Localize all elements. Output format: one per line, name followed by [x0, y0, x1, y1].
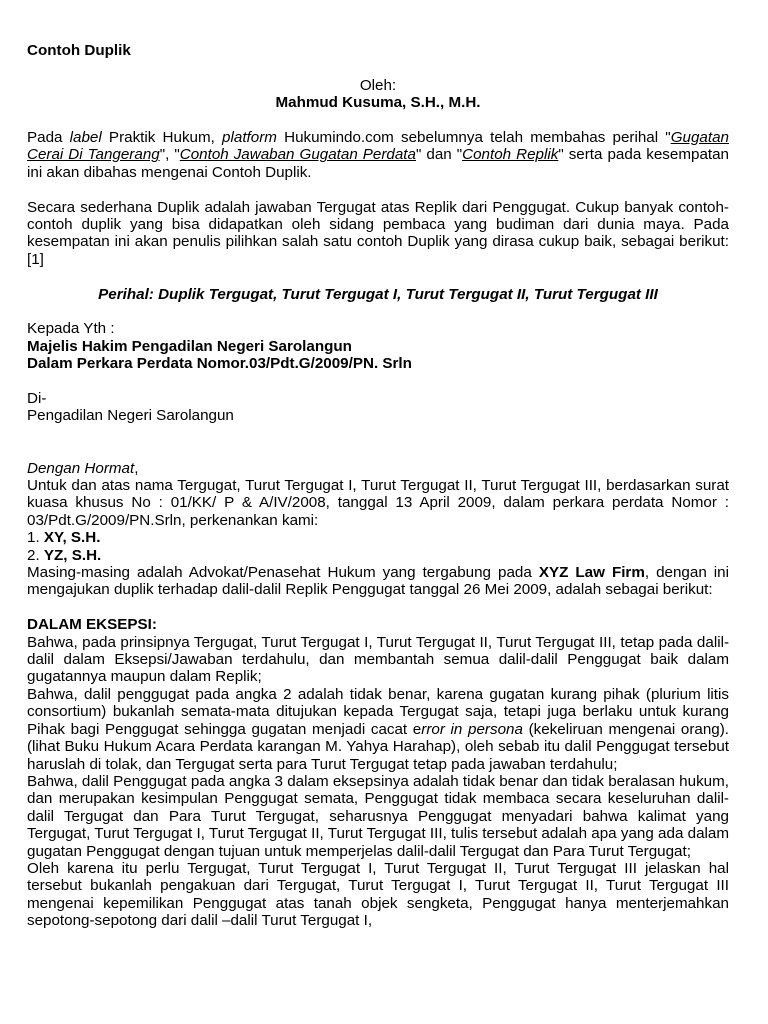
link-gugatan-cerai[interactable]: Gugatan Cerai Di Tangerang — [27, 129, 729, 164]
addressee-court: Majelis Hakim Pengadilan Negeri Sarolangun — [27, 337, 352, 355]
lawyer-item: 1. XY, S.H. — [27, 529, 101, 547]
addressee-case: Dalam Perkara Perdata Nomor.03/Pdt.G/2009/PN. Srln — [27, 355, 412, 373]
perihal-heading: Perihal: Duplik Tergugat, Turut Tergugat I, Turut Tergugat II, Turut Tergugat III — [98, 285, 658, 303]
advocates-paragraph: Masing-masing adalah Advokat/Penasehat Hukum yang tergabung pada XYZ Law Firm, dengan ini mengajukan duplik terhadap dalil-dalil Replik Penggugat tanggal 26 Mei 2009, adalah sebagai berikut: — [27, 564, 729, 599]
greeting: Dengan Hormat, — [27, 459, 139, 477]
document-title: Contoh Duplik — [27, 42, 131, 59]
intro-paragraph: Pada label Praktik Hukum, platform Hukumindo.com sebelumnya telah membahas perihal "Gugatan Cerai Di Tangerang", "Contoh Jawaban Gugatan Perdata" dan "Contoh Replik" serta pada kesempatan ini akan dibahas mengenai Contoh Duplik. — [27, 129, 730, 181]
eksepsi-paragraph-4: Oleh karena itu perlu Tergugat, Turut Tergugat I, Turut Tergugat II, Turut Tergugat III jelaskan hal tersebut bukanlah pengakuan dari Tergugat, Turut Tergugat I, Turut Tergugat II, Turut Tergugat III mengenai kepemilikan Penggugat atas tanah objek sengketa, Penggugat hanya menterjemahkan sepotong-sepotong dari dalil –dalil Turut Tergugat I, — [27, 859, 729, 930]
eksepsi-paragraph-1: Bahwa, pada prinsipnya Tergugat, Turut Tergugat I, Turut Tergugat II, Turut Tergugat III, tetap pada dalil-dalil dalam Eksepsi/Jawaban terdahulu, dan membantah semua dalil-dalil Penggugat baik dalam gugatannya maupun dalam Replik; — [27, 633, 729, 686]
eksepsi-paragraph-2: Bahwa, dalil penggugat pada angka 2 adalah tidak benar, karena gugatan kurang pihak (plurium litis consortium) bukanlah semata-mata ditujukan kepada Tergugat saja, tetapi juga berlaku untuk kurang Pihak bagi Penggugat sehingga gugatan menjadi cacat error in persona (kekeliruan mengenai orang). (lihat Buku Hukum Acara Perdata karangan M. Yahya Harahap), oleh sebab itu dalil Penggugat tersebut haruslah di tolak, dan Tergugat serta para Turut Tergugat tetap pada jawaban terdahulu; — [27, 685, 729, 773]
link-jawaban-gugatan[interactable]: Contoh Jawaban Gugatan Perdata — [179, 146, 416, 164]
addressee-kepada: Kepada Yth : — [27, 320, 115, 338]
lawyer-item: 2. YZ, S.H. — [27, 546, 102, 564]
link-contoh-replik[interactable]: Contoh Replik — [462, 146, 559, 164]
byline-author: Mahmud Kusuma, S.H., M.H. — [275, 94, 481, 112]
definition-paragraph: Secara sederhana Duplik adalah jawaban Tergugat atas Replik dari Penggugat. Cukup banyak contoh-contoh duplik yang bisa didapatkan oleh sidang pembaca yang budiman dari dunia maya. Pada kesempatan ini akan penulis pilihkan salah satu contoh Duplik yang dirasa cukup baik, sebagai berikut:[1] — [27, 198, 729, 268]
section-title: DALAM EKSEPSI: — [27, 616, 157, 634]
addressee-di: Di- — [27, 390, 47, 408]
opening-paragraph: Untuk dan atas nama Tergugat, Turut Tergugat I, Turut Tergugat II, Turut Tergugat III, berdasarkan surat kuasa khusus No : 01/KK/ P & A/IV/2008, tanggal 13 April 2009, dalam perkara perdata Nomor : 03/Pdt.G/2009/PN.Srln, perkenankan kami: — [27, 477, 729, 529]
byline-oleh: Oleh: — [359, 76, 397, 94]
eksepsi-paragraph-3: Bahwa, dalil Penggugat pada angka 3 dalam eksepsinya adalah tidak benar dan tidak beralasan hukum, dan merupakan kesimpulan Penggugat semata, Penggugat tidak membaca secara keseluruhan dalil-dalil Tergugat dan Para Turut Tergugat, seharusnya Penggugat menyadari bahwa kalimat yang Tergugat, Turut Tergugat I, Turut Tergugat II, Turut Tergugat III, tulis tersebut adalah apa yang ada dalam gugatan Penggugat dengan tujuan untuk memperjelas dalil-dalil Tergugat dan Para Turut Tergugat; — [27, 772, 729, 860]
addressee-place: Pengadilan Negeri Sarolangun — [27, 407, 234, 425]
